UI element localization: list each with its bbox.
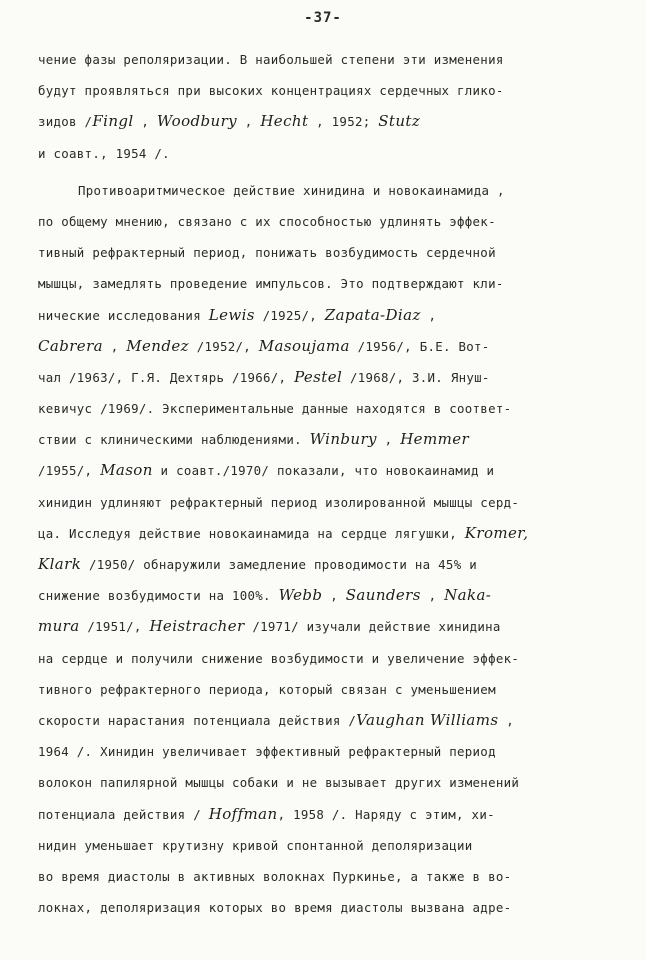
text-line <box>38 705 618 736</box>
body-text <box>38 44 618 923</box>
typed-text: чение фазы реполяризации. В наибольшей степени эти изменения <box>38 52 504 67</box>
text-line <box>38 455 618 486</box>
typed-text: ца. Исследуя действие новокаинамида на сердце лягушки, <box>38 525 465 541</box>
handwritten-name: Kromer, <box>464 523 529 542</box>
typed-text: мышцы, замедлять проведение импульсов. Это подтверждают кли- <box>38 276 504 292</box>
text-line <box>38 206 618 237</box>
text-line <box>38 518 618 549</box>
typed-text: , <box>322 588 346 604</box>
text-line <box>38 331 618 362</box>
text-line <box>38 393 618 424</box>
text-line <box>38 175 618 206</box>
typed-text: , <box>133 114 157 130</box>
handwritten-name: Woodbury <box>156 112 238 131</box>
handwritten-name: Zapata-Diaz <box>324 305 421 324</box>
typed-text: /1925/, <box>254 307 325 323</box>
text-line <box>38 549 618 580</box>
typed-text: кевичус /1969/. Экспериментальные данные находятся в соответ- <box>38 401 512 417</box>
text-line <box>38 580 618 611</box>
text-line <box>38 75 618 106</box>
text-line <box>38 643 618 674</box>
typed-text: 1964 /. Хинидин увеличивает эффективный рефрактерный период <box>38 744 496 760</box>
handwritten-name: Heistracher <box>149 617 245 636</box>
typed-text: чал /1963/, Г.Я. Дехтярь /1966/, <box>38 369 295 385</box>
typed-text: зидов / <box>38 114 93 130</box>
text-line <box>38 362 618 393</box>
handwritten-name: Winbury <box>309 430 377 449</box>
typed-text: по общему мнению, связано с их способностью удлинять эффек- <box>38 213 496 229</box>
text-line <box>38 44 618 75</box>
text-line <box>38 736 618 767</box>
handwritten-name: Cabrera <box>38 336 103 355</box>
typed-text: /1971/ изучали действие хинидина <box>244 619 501 635</box>
typed-text: снижение возбудимости на 100%. <box>38 588 279 604</box>
typed-text: тивного рефрактерного периода, который связан с уменьшением <box>38 681 496 697</box>
text-line <box>38 300 618 331</box>
typed-text: /1950/ обнаружили замедление проводимости на 45% и <box>81 557 477 572</box>
typed-text: /1956/, Б.Е. Вот- <box>349 338 490 354</box>
text-line <box>38 138 618 169</box>
handwritten-name: Naka- <box>444 586 492 605</box>
text-line <box>38 830 618 861</box>
typed-text: /1952/, <box>188 338 259 354</box>
typed-text: , 1952; <box>308 114 379 130</box>
typed-text: потенциала действия / <box>38 806 209 822</box>
text-line <box>38 237 618 268</box>
handwritten-name: Mason <box>100 461 153 480</box>
typed-text: тивный рефрактерный период, понижать возбудимость сердечной <box>38 245 496 261</box>
typed-text: ствии с клиническими наблюдениями. <box>38 432 310 448</box>
typed-text: , <box>498 712 514 728</box>
typed-text: , <box>420 588 445 604</box>
handwritten-name: Saunders <box>345 586 421 605</box>
handwritten-name: Mendez <box>126 336 189 355</box>
handwritten-name: Hecht <box>260 112 309 131</box>
typed-text: во время диастолы в активных волокнах Пуркинье, а также в во- <box>38 868 512 884</box>
text-line <box>38 268 618 299</box>
typed-text: хинидин удлиняют рефрактерный период изолированной мышцы серд- <box>38 494 520 510</box>
handwritten-name: mura <box>38 617 80 636</box>
handwritten-name: Hemmer <box>400 430 470 449</box>
text-line <box>38 674 618 705</box>
typed-text: нидин уменьшает крутизну кривой спонтанной деполяризации <box>38 837 473 853</box>
handwritten-name: Vaughan Williams <box>356 710 499 729</box>
typed-text: скорости нарастания потенциала действия / <box>38 712 357 728</box>
typed-text: , 1958 /. Наряду с этим, хи- <box>277 806 495 822</box>
handwritten-name: Pestel <box>294 367 343 386</box>
typed-text: Противоаритмическое действие хинидина и новокаинамида , <box>78 182 505 198</box>
typed-text: и соавт., 1954 /. <box>38 145 170 161</box>
text-line <box>38 799 618 830</box>
text-line <box>38 861 618 892</box>
typed-text: на сердце и получили снижение возбудимости и увеличение эффек- <box>38 650 520 666</box>
text-line <box>38 424 618 455</box>
handwritten-name: Lewis <box>208 305 255 324</box>
handwritten-name: Masoujama <box>258 336 350 355</box>
typed-text: /1968/, З.И. Януш- <box>342 369 490 385</box>
text-line <box>38 767 618 798</box>
typed-text: , <box>420 307 437 323</box>
handwritten-name: Klark <box>38 555 82 573</box>
handwritten-name: Stutz <box>378 112 421 131</box>
text-line <box>38 487 618 518</box>
typed-text: будут проявляться при высоких концентрациях сердечных глико- <box>38 83 504 99</box>
text-line <box>38 106 618 137</box>
typed-text: и соавт./1970/ показали, что новокаинамид и <box>152 463 495 479</box>
handwritten-name: Fingl <box>92 112 134 131</box>
handwritten-name: Webb <box>278 586 323 605</box>
text-line <box>38 892 618 923</box>
typed-text: , <box>102 338 127 354</box>
typed-text: нические исследования <box>38 307 209 323</box>
typed-text: волокон папилярной мышцы собаки и не вызывает других изменений <box>38 775 520 791</box>
handwritten-name: Hoffman <box>208 804 278 823</box>
page-number: -37- <box>304 10 342 26</box>
typed-text: /1955/, <box>38 463 101 479</box>
typed-text: локнах, деполяризация которых во время диастолы вызвана адре- <box>38 900 512 916</box>
typed-text: /1951/, <box>79 619 150 635</box>
text-line <box>38 611 618 642</box>
typed-text: , <box>237 114 261 130</box>
typed-text: , <box>376 432 401 448</box>
